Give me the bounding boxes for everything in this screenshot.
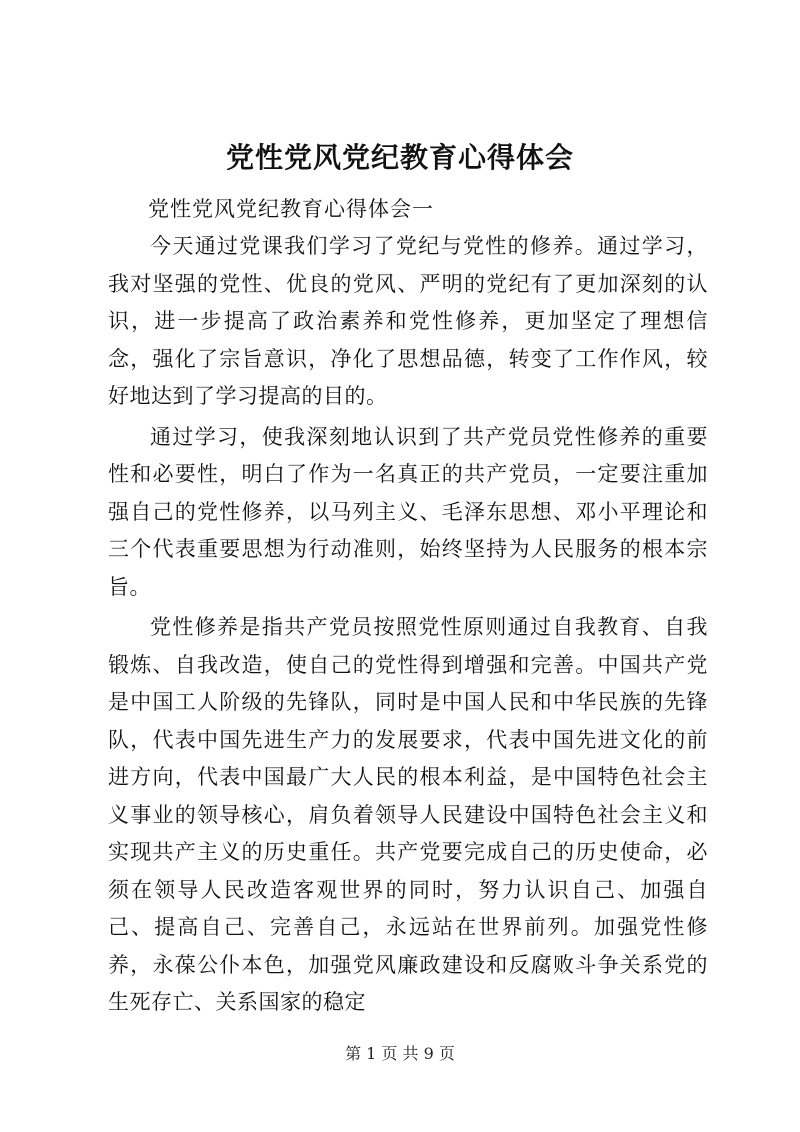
paragraph: 通过学习，使我深刻地认识到了共产党员党性修养的重要性和必要性，明白了作为一名真正的共产党员，一定要注重加强自己的党性修养，以马列主义、毛泽东思想、邓小平理论和三个代表重要思想为行动准则，始终坚持为人民服务的根本宗旨。: [108, 424, 708, 599]
paragraph: 党性修养是指共产党员按照党性原则通过自我教育、自我锻炼、自我改造，使自己的党性得到增强和完善。中国共产党是中国工人阶级的先锋队，同时是中国人民和中华民族的先锋队，代表中国先进生产力的发展要求，代表中国先进文化的前进方向，代表中国最广大人民的根本利益，是中国特色社会主义事业的领导核心，肩负着领导人民建设中国特色社会主义和实现共产主义的历史重任。共产党要完成自己的历史使命，必须在领导人民改造客观世界的同时，努力认识自己、加强自己、提高自己、完善自己，永远站在世界前列。加强党性修养，永葆公仆本色，加强党风廉政建设和反腐败斗争关系党的生死存亡、关系国家的稳定: [108, 615, 708, 1014]
document-body: [108, 228, 708, 1025]
paragraph: 今天通过党课我们学习了党纪与党性的修养。通过学习，我对坚强的党性、优良的党风、严明的党纪有了更加深刻的认识，进一步提高了政治素养和党性修养，更加坚定了理想信念，强化了宗旨意识，净化了思想品德，转变了工作作风，较好地达到了学习提高的目的。: [108, 234, 708, 408]
page-footer: 第 1 页 共 9 页: [345, 1044, 455, 1063]
page-title: 党性党风党纪教育心得体会: [225, 141, 574, 174]
section-subtitle: 党性党风党纪教育心得体会一: [148, 197, 434, 221]
